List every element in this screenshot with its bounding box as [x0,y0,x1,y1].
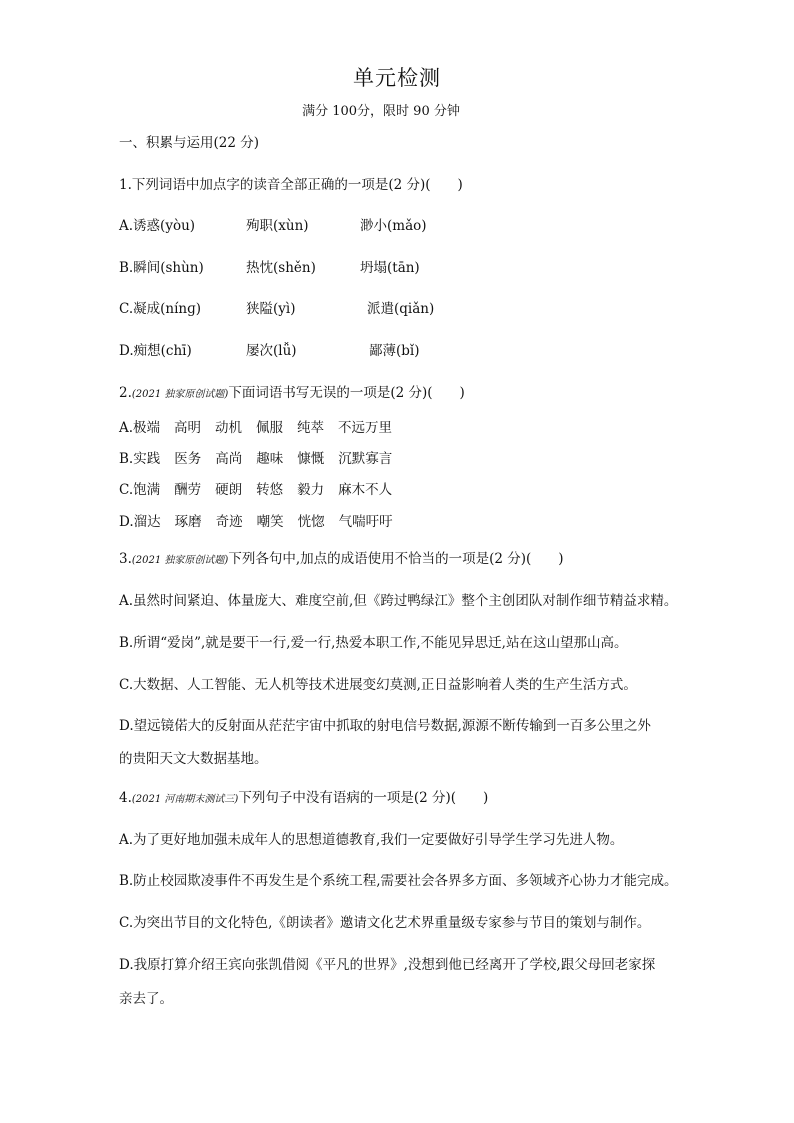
q1-b-item-3: 坍塌(tān) [360,260,420,276]
q2-source: (2021 独家原创试题) [131,389,229,400]
section-heading: 一、积累与运用(22 分) [119,135,260,151]
q1-b-item-1: B.瞬间(shùn) [119,260,204,276]
q4-option-a: A.为了更好地加强未成年人的思想道德教育,我们一定要做好引导学生学习先进人物。 [119,832,624,848]
q2-stem: 2.(2021 独家原创试题)下面词语书写无误的一项是(2 分)( ) [119,385,465,401]
q1-a-item-3: 渺小(mǎo) [360,218,427,234]
q4-option-d: D.我原打算介绍王宾向张凯借阅《平凡的世界》,没想到他已经离开了学校,跟父母回老家探 [119,957,656,973]
q4-source: (2021 河南期末测试三) [131,794,239,805]
q4-option-c: C.为突出节目的文化特色,《朗读者》邀请文化艺术界重量级专家参与节目的策划与制作。 [119,915,651,931]
q3-stem: 3.(2021 独家原创试题)下列各句中,加点的成语使用不恰当的一项是(2 分)( ) [119,551,564,567]
q2-option-b: B.实践 医务 高尚 趣味 慷慨 沉默寡言 [119,451,393,467]
q1-b-item-2: 热忱(shěn) [246,260,316,276]
q1-d-item-3: 鄙薄(bǐ) [369,343,420,359]
q3-option-d-cont: 的贵阳天文大数据基地。 [119,751,268,767]
q3-option-d: D.望远镜偌大的反射面从茫茫宇宙中抓取的射电信号数据,源源不断传输到一百多公里之外 [119,718,651,734]
q3-option-a: A.虽然时间紧迫、体量庞大、难度空前,但《跨过鸭绿江》整个主创团队对制作细节精益求精。 [119,593,678,609]
q1-a-item-1: A.诱惑(yòu) [119,218,196,234]
q4-option-b: B.防止校园欺凌事件不再发生是个系统工程,需要社会各界多方面、多领域齐心协力才能完成。 [119,873,678,889]
q1-c-item-2: 狭隘(yì) [246,301,296,317]
q2-option-a: A.极端 高明 动机 佩服 纯萃 不远万里 [119,420,393,436]
q1-d-item-1: D.痴想(chī) [119,343,192,359]
q3-option-c: C.大数据、人工智能、无人机等技术进展变幻莫测,正日益影响着人类的生产生活方式。 [119,677,637,693]
q2-option-d: D.溜达 琢磨 奇迹 嘲笑 恍惚 气喘吁吁 [119,514,393,530]
q4-option-d-cont: 亲去了。 [119,991,173,1007]
q1-c-item-1: C.凝成(nínɡ) [119,301,202,317]
q1-a-item-2: 殉职(xùn) [246,218,309,234]
q1-d-item-2: 屡次(lǚ) [246,343,297,359]
q2-option-c: C.饱满 酬劳 硬朗 转悠 毅力 麻木不人 [119,482,393,498]
q4-stem: 4.(2021 河南期末测试三)下列句子中没有语病的一项是(2 分)( ) [119,790,489,806]
page-title: 单元检测 [353,66,441,90]
q3-source: (2021 独家原创试题) [131,555,229,566]
q1-c-item-3: 派遣(qiǎn) [367,301,435,317]
page-subtitle: 满分 100分，限时 90 分钟 [302,104,460,119]
q1-stem: 1.下列词语中加点字的读音全部正确的一项是(2 分)( ) [119,177,463,193]
q3-option-b: B.所谓“爱岗”,就是要干一行,爱一行,热爱本职工作,不能见异思迁,站在这山望那山高。 [119,635,628,651]
